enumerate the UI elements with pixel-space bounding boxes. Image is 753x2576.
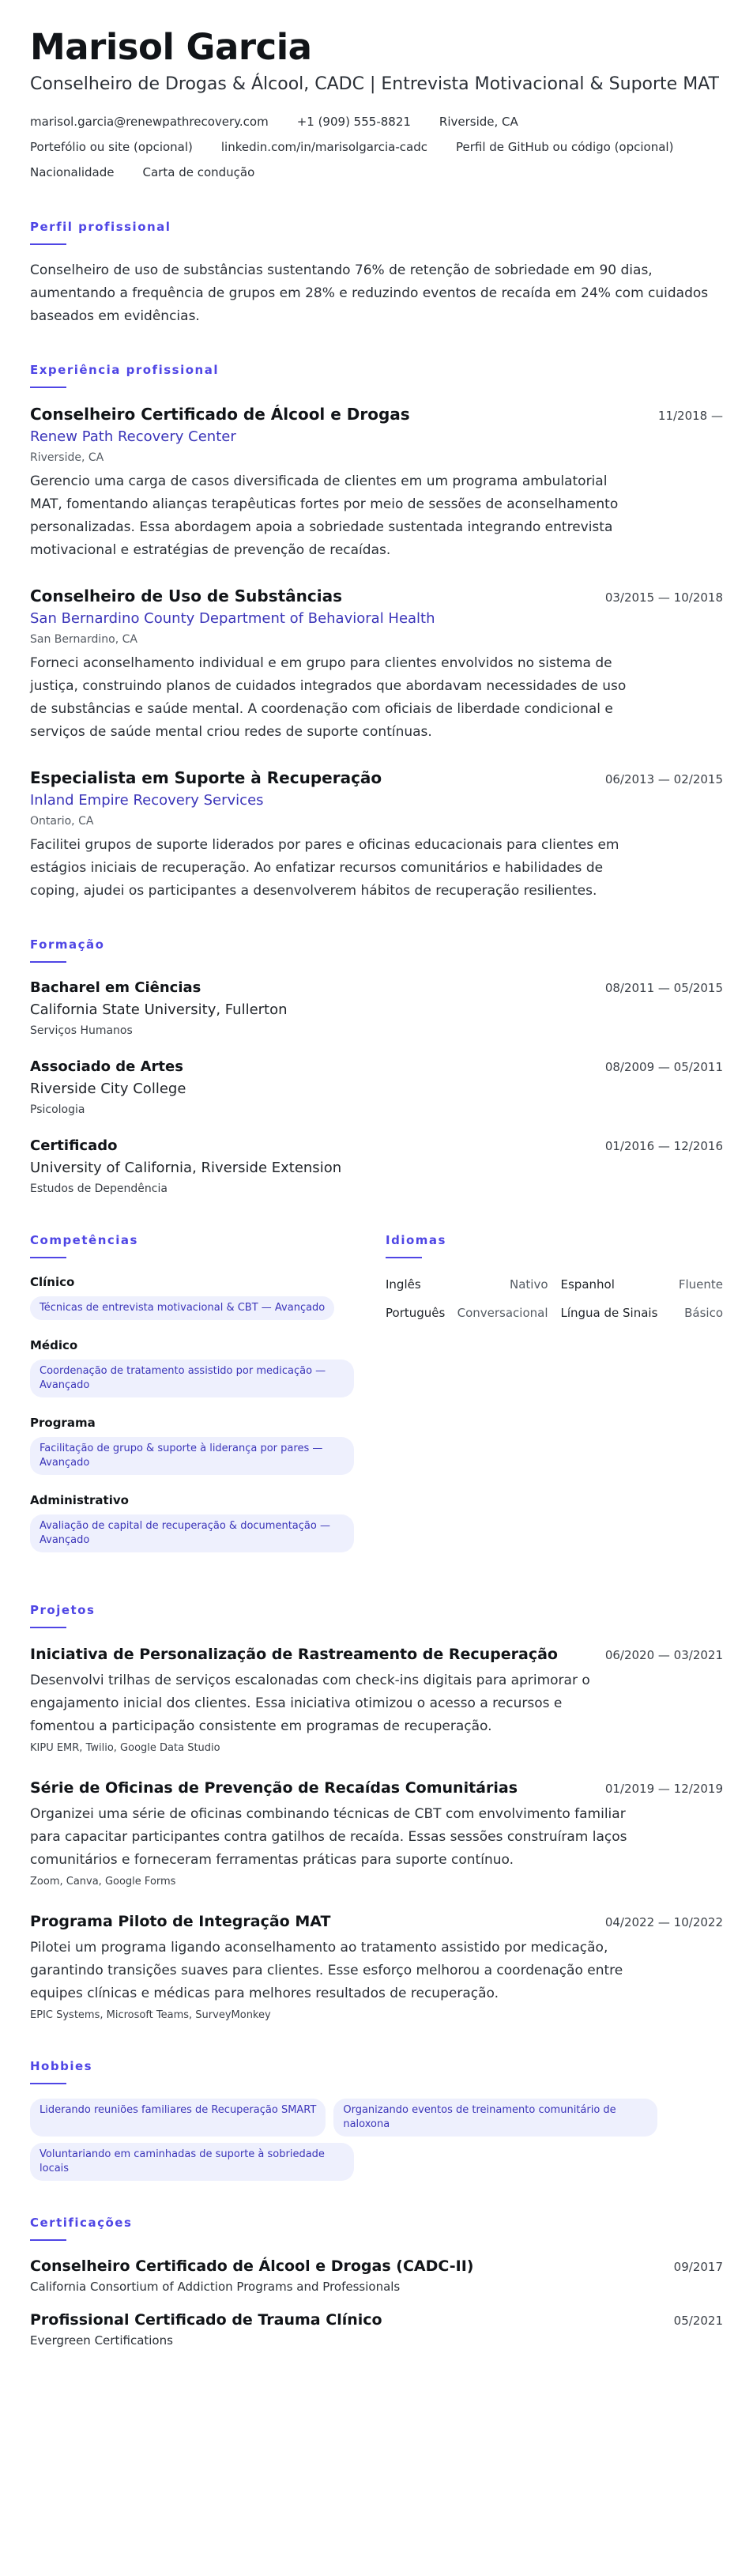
experience-section [30,361,723,903]
contact-driving-license: Carta de condução [142,165,255,179]
skill-category-name: Médico [30,1338,78,1352]
language-level: Básico [684,1306,723,1320]
section-title: Idiomas [386,1233,446,1247]
section-title: Perfil profissional [30,220,171,234]
job-date: 11/2018 — [657,409,723,423]
project-tools: KIPU EMR, Twilio, Google Data Studio [30,1742,220,1754]
project-date: 06/2020 — 03/2021 [604,1648,723,1662]
job-location: San Bernardino, CA [30,633,137,646]
education-item [30,1135,723,1198]
hobby-chip: Organizando eventos de treinamento comunitário de naloxona [333,2099,657,2137]
degree-name: Bacharel em Ciências [30,979,201,996]
project-item [30,1910,723,2024]
job-location: Riverside, CA [30,451,104,464]
degree-name: Associado de Artes [30,1058,183,1075]
certification-item [30,2255,723,2296]
certification-name: Profissional Certificado de Trauma Clínico [30,2311,382,2329]
job-location: Ontario, CA [30,815,94,828]
project-date: 04/2022 — 10/2022 [604,1915,723,1929]
project-description: Desenvolvi trilhas de serviços escalonadas com check-ins digitais para aprimorar o engajamento inicial dos clientes. Essa iniciativa otimizou o acesso a recursos e fomentou a participação consistente em programas de recuperação. [30,1673,590,1734]
field-of-study: Estudos de Dependência [30,1182,168,1195]
employer-name: San Bernardino County Department of Behavioral Health [30,610,435,627]
contact-phone[interactable]: +1 (909) 555-8821 [296,115,411,129]
skills-section [30,1231,354,1568]
certification-name: Conselheiro Certificado de Álcool e Drogas (CADC-II) [30,2257,474,2275]
skill-chip: Técnicas de entrevista motivacional & CBT — Avançado [30,1296,334,1320]
employer-name: Inland Empire Recovery Services [30,792,264,809]
contact-list [30,109,723,185]
project-description: Organizei uma série de oficinas combinando técnicas de CBT com envolvimento familiar para capacitar participantes contra gatilhos de recaída. Essas sessões construíram laços comunitários e forneceram ferramentas práticas para suporte contínuo. [30,1806,627,1868]
section-title: Certificações [30,2216,133,2230]
education-item [30,1056,723,1119]
contact-linkedin[interactable]: linkedin.com/in/marisolgarcia-cadc [220,140,427,154]
hobbies-section [30,2057,723,2181]
project-title: Programa Piloto de Integração MAT [30,1913,331,1930]
job-title: Especialista em Suporte à Recuperação [30,768,382,787]
language-level: Nativo [509,1277,548,1292]
education-date: 08/2011 — 05/2015 [604,981,723,995]
experience-item [30,402,723,562]
language-name: Inglês [386,1277,421,1292]
skill-category [30,1413,354,1475]
language-item [561,1273,724,1296]
experience-item [30,584,723,744]
language-item [561,1301,724,1325]
project-title: Iniciativa de Personalização de Rastreamento de Recuperação [30,1646,558,1663]
skill-category [30,1491,354,1552]
certification-date: 05/2021 [673,2314,723,2328]
school-name: University of California, Riverside Extension [30,1160,342,1176]
certification-issuer: Evergreen Certifications [30,2333,173,2348]
hobby-list [30,2099,723,2181]
job-description: Gerencio uma carga de casos diversificada de clientes em um programa ambulatorial MAT, fomentando alianças terapêuticas fortes por meio de sessões de aconselhamento personalizadas. Essa abordagem apoia a sobriedade sustentada integrando entrevista motivacional e estratégias de prevenção de recaídas. [30,473,619,558]
language-item [386,1273,548,1296]
section-title: Hobbies [30,2059,93,2073]
section-divider [30,1257,66,1258]
education-section [30,936,723,1198]
job-description: Facilitei grupos de suporte liderados por pares e oficinas educacionais para clientes em estágios iniciais de recuperação. Ao enfatizar recursos comunitários e habilidades de coping, ajudei os participantes a desenvolverem hábitos de recuperação resilientes. [30,837,619,899]
section-title: Formação [30,937,105,952]
school-name: Riverside City College [30,1081,186,1097]
section-divider [30,1627,66,1628]
summary-text: Conselheiro de uso de substâncias sustentando 76% de retenção de sobriedade em 90 dias, aumentando a frequência de grupos em 28% e reduzindo eventos de recaída em 24% com cuidados baseados em evidências. [30,262,709,324]
field-of-study: Psicologia [30,1103,85,1116]
education-date: 01/2016 — 12/2016 [604,1139,723,1153]
section-title: Projetos [30,1603,96,1617]
language-level: Conversacional [457,1306,548,1320]
language-level: Fluente [678,1277,723,1292]
hobby-chip: Liderando reuniões familiares de Recuperação SMART [30,2099,326,2137]
certification-item [30,2309,723,2350]
skill-category [30,1336,354,1397]
section-title: Competências [30,1233,138,1247]
job-title: Conselheiro de Uso de Substâncias [30,586,343,605]
contact-github[interactable]: Perfil de GitHub ou código (opcional) [455,140,674,154]
candidate-name: Marisol Garcia [30,26,312,68]
project-date: 01/2019 — 12/2019 [604,1782,723,1796]
contact-email[interactable]: marisol.garcia@renewpathrecovery.com [30,115,269,129]
job-title: Conselheiro Certificado de Álcool e Drogas [30,405,410,424]
language-name: Língua de Sinais [560,1306,658,1320]
skill-chip: Avaliação de capital de recuperação & documentação — Avançado [30,1514,354,1552]
project-title: Série de Oficinas de Prevenção de Recaídas Comunitárias [30,1779,518,1797]
skill-chip: Coordenação de tratamento assistido por medicação — Avançado [30,1360,354,1397]
certifications-section [30,2214,723,2350]
experience-item [30,766,723,903]
project-tools: Zoom, Canva, Google Forms [30,1876,176,1888]
certification-date: 09/2017 [673,2260,723,2274]
skill-chip: Facilitação de grupo & suporte à liderança por pares — Avançado [30,1437,354,1475]
certification-issuer: California Consortium of Addiction Programs and Professionals [30,2280,401,2294]
skill-category-name: Administrativo [30,1493,129,1507]
project-tools: EPIC Systems, Microsoft Teams, SurveyMonkey [30,2009,271,2021]
hobby-chip: Voluntariando em caminhadas de suporte à sobriedade locais [30,2143,354,2181]
projects-section [30,1601,723,2024]
contact-portfolio[interactable]: Portefólio ou site (opcional) [30,140,193,154]
section-divider [386,1257,422,1258]
language-item [386,1301,548,1325]
project-description: Pilotei um programa ligando aconselhamento ao tratamento assistido por medicação, garantindo transições suaves para clientes. Esse esforço melhorou a coordenação entre equipes clínicas e médicas para melhores resultados de recuperação. [30,1940,623,2001]
section-title: Experiência profissional [30,363,219,377]
job-date: 03/2015 — 10/2018 [604,590,723,605]
language-list [386,1273,723,1325]
languages-section [386,1231,723,1568]
summary-section [30,218,723,328]
project-item [30,1776,723,1891]
section-divider [30,387,66,388]
job-description: Forneci aconselhamento individual e em grupo para clientes envolvidos no sistema de justiça, construindo planos de cuidados integrados que abordavam necessidades de uso de substâncias e saúde mental. A coordenação com oficiais de liberdade condicional e serviços de saúde mental criou redes de suporte contínuas. [30,655,627,740]
section-divider [30,243,66,245]
section-divider [30,961,66,963]
contact-location: Riverside, CA [439,115,518,129]
skill-category [30,1273,354,1320]
job-date: 06/2013 — 02/2015 [604,772,723,786]
degree-name: Certificado [30,1137,118,1154]
resume-header [30,27,723,185]
employer-name: Renew Path Recovery Center [30,428,236,445]
skill-category-name: Clínico [30,1275,75,1289]
candidate-headline: Conselheiro de Drogas & Álcool, CADC | Entrevista Motivacional & Suporte MAT [30,74,719,94]
school-name: California State University, Fullerton [30,1001,288,1018]
skill-category-name: Programa [30,1416,96,1430]
section-divider [30,2083,66,2084]
education-item [30,977,723,1040]
skills-languages-row [30,1231,723,1568]
section-divider [30,2239,66,2241]
language-name: Espanhol [560,1277,615,1292]
field-of-study: Serviços Humanos [30,1024,133,1037]
project-item [30,1643,723,1757]
language-name: Português [386,1306,446,1320]
education-date: 08/2009 — 05/2011 [604,1060,723,1074]
contact-nationality: Nacionalidade [30,165,115,179]
